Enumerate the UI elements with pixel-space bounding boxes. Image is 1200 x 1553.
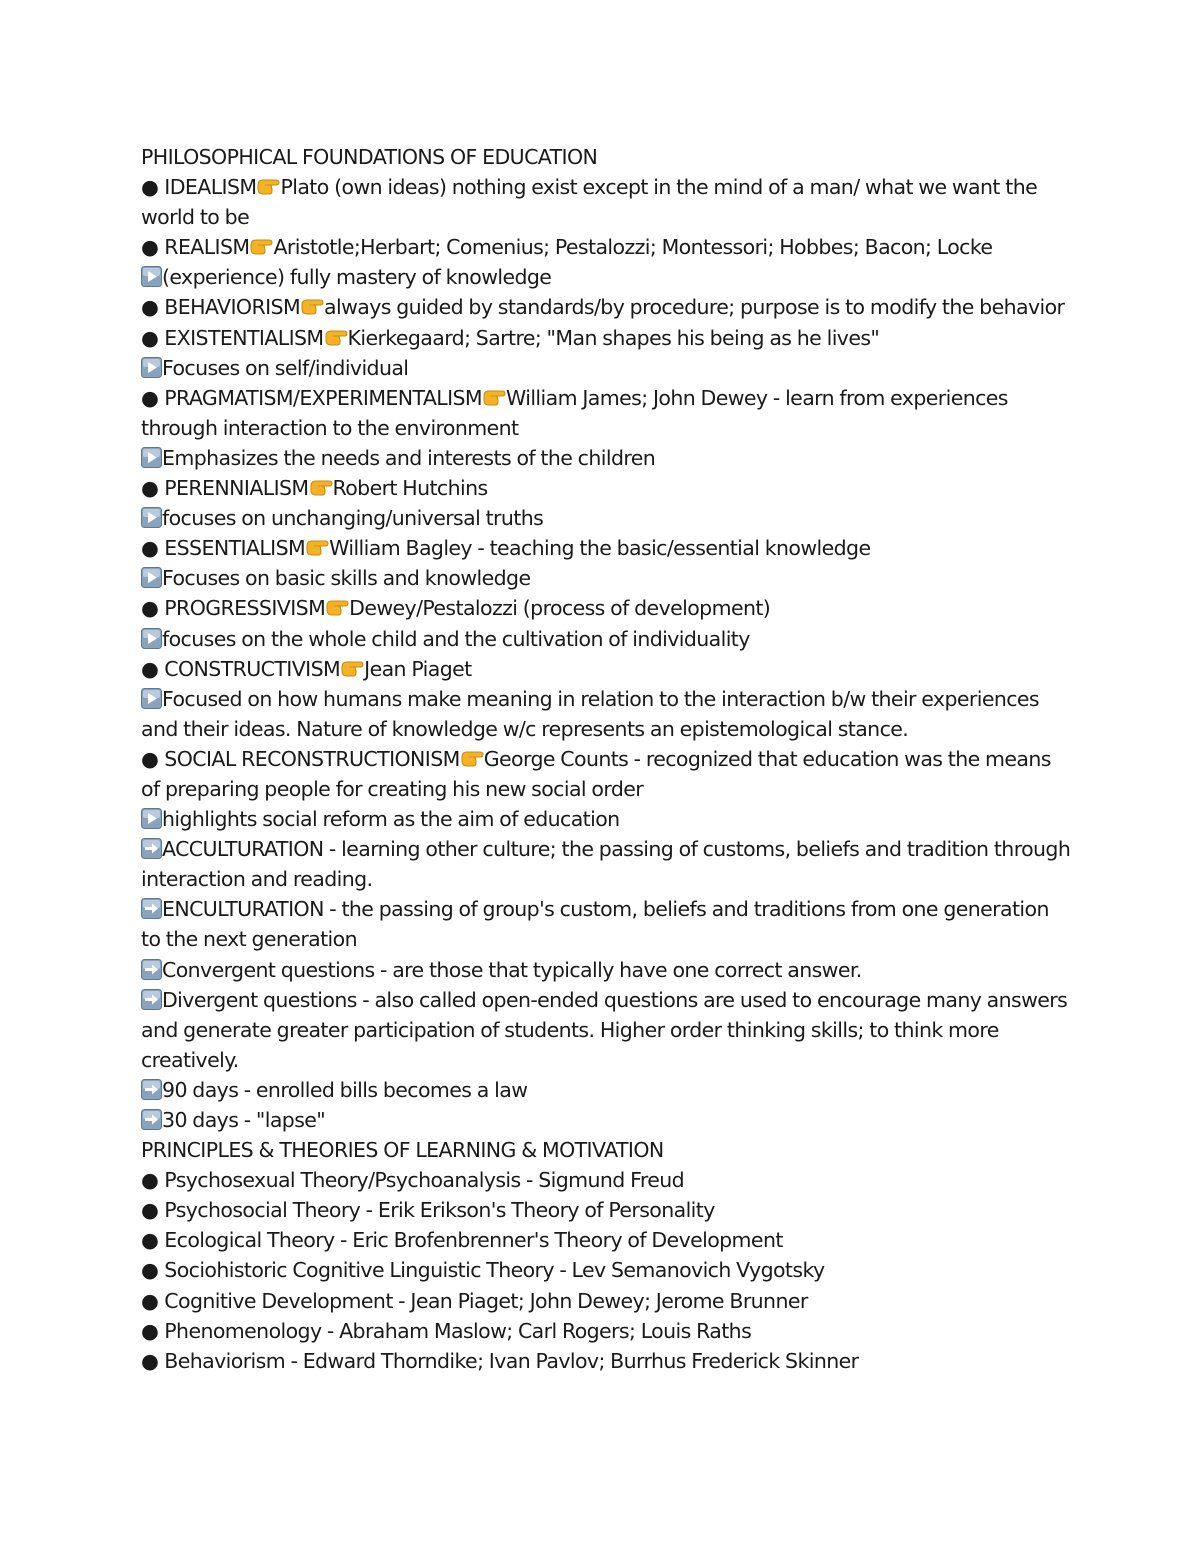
backhand-index-pointing-right-icon bbox=[249, 234, 273, 256]
right-arrow-icon bbox=[141, 988, 162, 1009]
theory-item bbox=[141, 1316, 1071, 1346]
item-text: ENCULTURATION - the passing of group's custom, beliefs and traditions from one generation to the next generation bbox=[141, 897, 1049, 952]
bullet-marker: ● bbox=[141, 656, 159, 681]
backhand-index-pointing-right-icon bbox=[460, 746, 484, 768]
backhand-index-pointing-right-icon bbox=[309, 475, 333, 497]
term-item bbox=[141, 834, 1071, 894]
bullet-marker: ● bbox=[141, 1288, 159, 1313]
right-arrow-icon bbox=[141, 1078, 162, 1099]
bullet-marker: ● bbox=[141, 746, 159, 771]
bullet-marker: ● bbox=[141, 325, 159, 350]
philosophy-description: Kierkegaard; Sartre; "Man shapes his being as he lives" bbox=[347, 325, 880, 350]
theory-text: Phenomenology - Abraham Maslow; Carl Rogers; Louis Raths bbox=[164, 1318, 752, 1343]
backhand-index-pointing-right-icon bbox=[300, 294, 324, 316]
philosophy-description: Robert Hutchins bbox=[332, 476, 488, 501]
philosophy-item bbox=[141, 172, 1071, 232]
play-button-icon bbox=[141, 506, 162, 527]
bullet-marker: ● bbox=[141, 1348, 159, 1373]
term-item bbox=[141, 1105, 1071, 1135]
play-button-icon bbox=[141, 566, 162, 587]
theory-item bbox=[141, 1286, 1071, 1316]
philosophy-item bbox=[141, 292, 1071, 322]
section-heading bbox=[141, 1135, 1071, 1165]
right-arrow-icon bbox=[141, 897, 162, 918]
philosophy-item bbox=[141, 232, 1071, 262]
philosophy-description: William Bagley - teaching the basic/essential knowledge bbox=[329, 536, 871, 561]
bullet-marker: ● bbox=[141, 1318, 159, 1343]
right-arrow-icon bbox=[141, 958, 162, 979]
theory-item bbox=[141, 1225, 1071, 1255]
philosophy-label: PROGRESSIVISM bbox=[164, 596, 326, 621]
theory-text: Cognitive Development - Jean Piaget; John Dewey; Jerome Brunner bbox=[164, 1288, 808, 1313]
term-item bbox=[141, 985, 1071, 1075]
backhand-index-pointing-right-icon bbox=[305, 535, 329, 557]
note-item bbox=[141, 443, 1071, 473]
philosophy-item bbox=[141, 593, 1071, 623]
term-item bbox=[141, 1075, 1071, 1105]
theory-text: Sociohistoric Cognitive Linguistic Theory - Lev Semanovich Vygotsky bbox=[164, 1258, 825, 1283]
philosophy-label: SOCIAL RECONSTRUCTIONISM bbox=[164, 746, 460, 771]
philosophy-label: IDEALISM bbox=[164, 175, 257, 200]
bullet-marker: ● bbox=[141, 536, 159, 561]
item-text: highlights social reform as the aim of education bbox=[162, 807, 620, 832]
philosophy-item bbox=[141, 533, 1071, 563]
item-text: focuses on unchanging/universal truths bbox=[162, 506, 544, 531]
item-text: focuses on the whole child and the cultivation of individuality bbox=[162, 626, 750, 651]
theory-item bbox=[141, 1255, 1071, 1285]
play-button-icon bbox=[141, 807, 162, 828]
philosophy-description: Aristotle;Herbart; Comenius; Pestalozzi; Montessori; Hobbes; Bacon; Locke bbox=[273, 235, 993, 260]
backhand-index-pointing-right-icon bbox=[340, 656, 364, 678]
heading-text: PHILOSOPHICAL FOUNDATIONS OF EDUCATION bbox=[141, 145, 598, 169]
philosophy-label: REALISM bbox=[164, 235, 250, 260]
document-page bbox=[141, 142, 1071, 1376]
item-text: Divergent questions - also called open-ended questions are used to encourage many answers and generate greater participation of students. Higher order thinking skills; to think more creatively. bbox=[141, 987, 1068, 1072]
philosophy-item bbox=[141, 323, 1071, 353]
theory-text: Behaviorism - Edward Thorndike; Ivan Pavlov; Burrhus Frederick Skinner bbox=[164, 1348, 859, 1373]
backhand-index-pointing-right-icon bbox=[324, 325, 348, 347]
philosophy-description: Plato (own ideas) nothing exist except in the mind of a man/ what we want the world to be bbox=[141, 175, 1038, 230]
philosophy-description: George Counts - recognized that education was the means of preparing people for creating his new social order bbox=[141, 746, 1051, 801]
note-item bbox=[141, 563, 1071, 593]
bullet-marker: ● bbox=[141, 1258, 159, 1283]
bullet-marker: ● bbox=[141, 175, 159, 200]
philosophy-item bbox=[141, 744, 1071, 804]
backhand-index-pointing-right-icon bbox=[482, 385, 506, 407]
play-button-icon bbox=[141, 265, 162, 286]
item-text: Focuses on self/individual bbox=[162, 355, 409, 380]
term-item bbox=[141, 955, 1071, 985]
philosophy-description: Dewey/Pestalozzi (process of development) bbox=[349, 596, 771, 621]
bullet-marker: ● bbox=[141, 1168, 159, 1193]
note-item bbox=[141, 804, 1071, 834]
bullet-marker: ● bbox=[141, 385, 159, 410]
note-item bbox=[141, 624, 1071, 654]
philosophy-description: William James; John Dewey - learn from experiences through interaction to the environment bbox=[141, 385, 1008, 440]
note-item bbox=[141, 503, 1071, 533]
backhand-index-pointing-right-icon bbox=[325, 595, 349, 617]
play-button-icon bbox=[141, 446, 162, 467]
philosophy-label: PRAGMATISM/EXPERIMENTALISM bbox=[164, 385, 483, 410]
bullet-marker: ● bbox=[141, 235, 159, 260]
philosophy-label: BEHAVIORISM bbox=[164, 295, 301, 320]
bullet-marker: ● bbox=[141, 596, 159, 621]
philosophy-description: always guided by standards/by procedure; purpose is to modify the behavior bbox=[324, 295, 1065, 320]
philosophy-label: PERENNIALISM bbox=[164, 476, 309, 501]
philosophy-label: CONSTRUCTIVISM bbox=[164, 656, 341, 681]
bullet-marker: ● bbox=[141, 1198, 159, 1223]
theory-item bbox=[141, 1195, 1071, 1225]
play-button-icon bbox=[141, 687, 162, 708]
theory-text: Psychosexual Theory/Psychoanalysis - Sigmund Freud bbox=[164, 1168, 685, 1193]
item-text: Convergent questions - are those that typically have one correct answer. bbox=[162, 957, 862, 982]
item-text: (experience) fully mastery of knowledge bbox=[162, 265, 552, 290]
item-text: 30 days - "lapse" bbox=[162, 1108, 326, 1132]
play-button-icon bbox=[141, 356, 162, 377]
term-item bbox=[141, 894, 1071, 954]
note-item bbox=[141, 353, 1071, 383]
philosophy-description: Jean Piaget bbox=[364, 656, 472, 681]
philosophy-item bbox=[141, 654, 1071, 684]
bullet-marker: ● bbox=[141, 476, 159, 501]
theory-item bbox=[141, 1165, 1071, 1195]
item-text: Focused on how humans make meaning in relation to the interaction b/w their experiences and their ideas. Nature of knowledge w/c represents an epistemological stance. bbox=[141, 686, 1039, 741]
play-button-icon bbox=[141, 627, 162, 648]
note-item bbox=[141, 684, 1071, 744]
theory-item bbox=[141, 1346, 1071, 1376]
theory-text: Psychosocial Theory - Erik Erikson's Theory of Personality bbox=[164, 1198, 715, 1223]
philosophy-label: EXISTENTIALISM bbox=[164, 325, 324, 350]
heading-text: PRINCIPLES & THEORIES OF LEARNING & MOTIVATION bbox=[141, 1138, 664, 1163]
backhand-index-pointing-right-icon bbox=[256, 174, 280, 196]
item-text: Focuses on basic skills and knowledge bbox=[162, 566, 531, 591]
bullet-marker: ● bbox=[141, 1228, 159, 1253]
item-text: Emphasizes the needs and interests of the children bbox=[162, 445, 656, 470]
right-arrow-icon bbox=[141, 1108, 162, 1129]
philosophy-item bbox=[141, 473, 1071, 503]
philosophy-item bbox=[141, 383, 1071, 443]
philosophy-label: ESSENTIALISM bbox=[164, 536, 306, 561]
right-arrow-icon bbox=[141, 837, 162, 858]
item-text: ACCULTURATION - learning other culture; the passing of customs, beliefs and tradition through interaction and reading. bbox=[141, 837, 1071, 892]
note-item bbox=[141, 262, 1071, 292]
section-heading bbox=[141, 142, 1071, 172]
item-text: 90 days - enrolled bills becomes a law bbox=[162, 1077, 528, 1102]
bullet-marker: ● bbox=[141, 295, 159, 320]
theory-text: Ecological Theory - Eric Brofenbrenner's Theory of Development bbox=[164, 1228, 783, 1253]
